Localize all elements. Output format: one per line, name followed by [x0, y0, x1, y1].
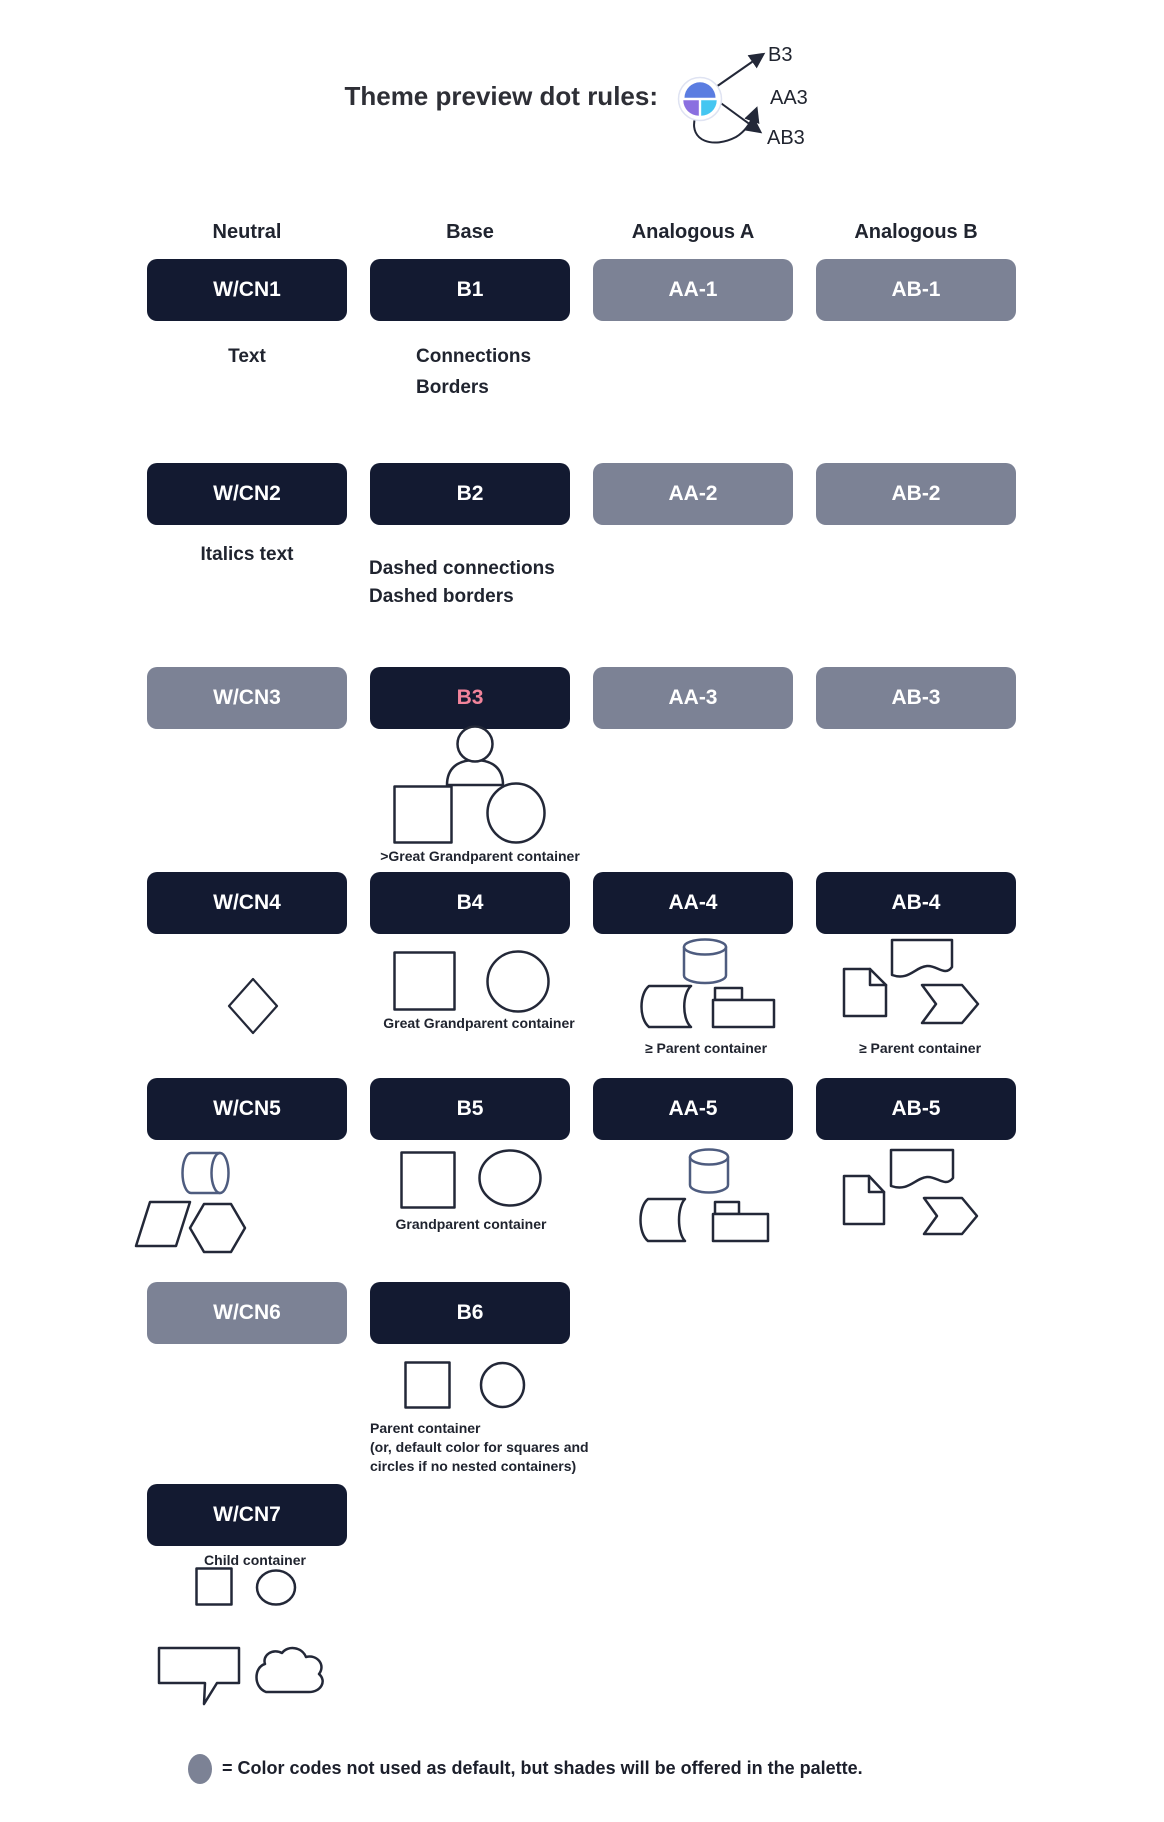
- shape-rule-label: Child container: [204, 1552, 306, 1568]
- wave-document-icon: [890, 1149, 954, 1191]
- color-swatch-b5: B5: [370, 1078, 570, 1140]
- color-swatch-wcn6: W/CN6: [147, 1282, 347, 1344]
- page-title: Theme preview dot rules:: [344, 81, 658, 111]
- color-swatch-ab5: AB-5: [816, 1078, 1016, 1140]
- speech-bubble-icon: [158, 1647, 242, 1705]
- shape-rule-label: ≥ Parent container: [644, 1040, 768, 1056]
- parallelogram-icon: [135, 1201, 191, 1247]
- color-swatch-wcn7: W/CN7: [147, 1484, 347, 1546]
- circle-icon: [479, 1361, 526, 1409]
- color-swatch-aa3: AA-3: [593, 667, 793, 729]
- usage-note-connections: Connections: [416, 346, 532, 367]
- color-swatch-wcn4: W/CN4: [147, 872, 347, 934]
- horizontal-cylinder-icon: [181, 1151, 230, 1195]
- color-swatch-ab1: AB-1: [816, 259, 1016, 321]
- diamond-icon: [227, 977, 279, 1035]
- color-swatch-wcn3: W/CN3: [147, 667, 347, 729]
- dot-rule-label-b3: B3: [768, 44, 793, 66]
- arrow-icon: [716, 55, 762, 87]
- stored-data-icon: [634, 984, 698, 1029]
- square-icon: [393, 951, 456, 1011]
- shape-rule-note: (or, default color for squares and: [370, 1439, 589, 1455]
- folder-icon: [712, 1200, 770, 1243]
- person-icon: [443, 725, 507, 787]
- shape-rule-label: ≥ Parent container: [858, 1040, 982, 1056]
- legend-text: = Color codes not used as default, but shades will be offered in the palette.: [222, 1758, 863, 1778]
- color-swatch-ab4: AB-4: [816, 872, 1016, 934]
- color-swatch-ab2: AB-2: [816, 463, 1016, 525]
- column-header-analogous-a: Analogous A: [631, 221, 755, 243]
- color-swatch-wcn5: W/CN5: [147, 1078, 347, 1140]
- circle-icon: [486, 950, 550, 1013]
- dot-rule-label-ab3: AB3: [767, 127, 805, 149]
- usage-note-text: Text: [228, 346, 266, 367]
- stored-data-icon: [634, 1197, 692, 1243]
- square-icon: [195, 1567, 233, 1606]
- color-swatch-b4: B4: [370, 872, 570, 934]
- color-swatch-b1: B1: [370, 259, 570, 321]
- column-header-analogous-b: Analogous B: [854, 221, 978, 243]
- cloud-icon: [250, 1641, 330, 1695]
- document-icon: [843, 968, 887, 1017]
- folder-icon: [712, 986, 776, 1029]
- circle-icon: [478, 1149, 542, 1207]
- column-header-base: Base: [446, 221, 494, 243]
- color-swatch-aa5: AA-5: [593, 1078, 793, 1140]
- color-swatch-b2: B2: [370, 463, 570, 525]
- column-header-neutral: Neutral: [212, 221, 282, 243]
- color-swatch-aa1: AA-1: [593, 259, 793, 321]
- gray-dot-icon: [188, 1754, 212, 1784]
- color-swatch-b3: B3: [370, 667, 570, 729]
- wave-document-icon: [891, 939, 953, 980]
- shape-rule-label: >Great Grandparent container: [380, 848, 580, 864]
- square-icon: [404, 1361, 451, 1409]
- dot-rule-label-aa3: AA3: [770, 87, 808, 109]
- square-icon: [400, 1151, 456, 1209]
- color-swatch-wcn2: W/CN2: [147, 463, 347, 525]
- circle-icon: [486, 782, 546, 844]
- usage-note-borders: Borders: [416, 377, 489, 398]
- cylinder-icon: [681, 937, 729, 985]
- color-swatch-ab3: AB-3: [816, 667, 1016, 729]
- shape-rule-label: Great Grandparent container: [383, 1015, 575, 1031]
- hexagon-icon: [189, 1203, 246, 1253]
- usage-note-italics: Italics text: [200, 544, 294, 565]
- cylinder-icon: [687, 1147, 731, 1195]
- color-swatch-aa2: AA-2: [593, 463, 793, 525]
- chevron-icon: [923, 1197, 979, 1235]
- document-icon: [843, 1175, 885, 1225]
- color-swatch-wcn1: W/CN1: [147, 259, 347, 321]
- chevron-icon: [921, 984, 980, 1024]
- shape-rule-label: Parent container: [370, 1420, 481, 1436]
- color-swatch-b6: B6: [370, 1282, 570, 1344]
- color-swatch-aa4: AA-4: [593, 872, 793, 934]
- usage-note-dashed-borders: Dashed borders: [369, 586, 514, 607]
- square-icon: [393, 785, 453, 844]
- shape-rule-note: circles if no nested containers): [370, 1458, 577, 1474]
- shape-rule-label: Grandparent container: [395, 1216, 547, 1232]
- usage-note-dashed-connections: Dashed connections: [369, 558, 555, 579]
- circle-icon: [255, 1569, 297, 1606]
